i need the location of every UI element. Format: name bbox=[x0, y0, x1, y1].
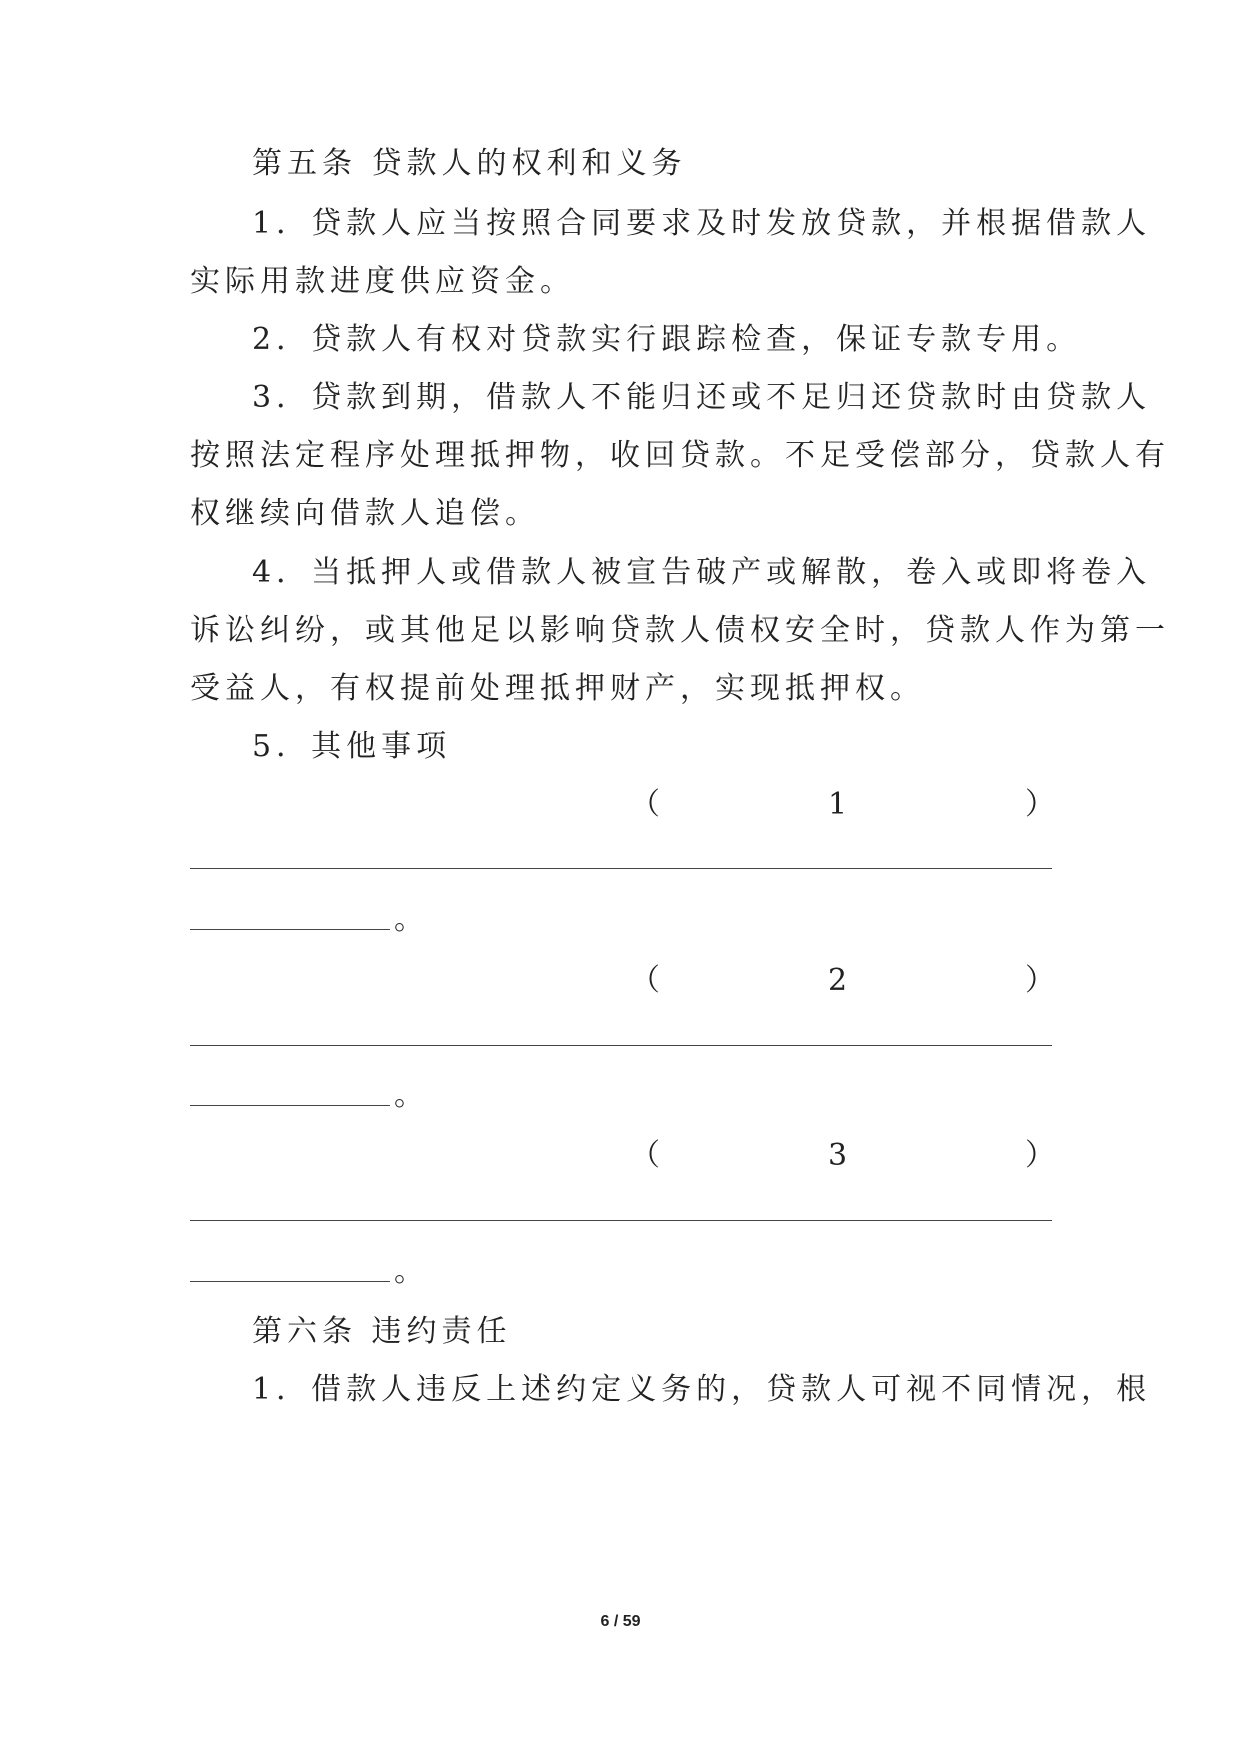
other-item-2-open-paren: （ bbox=[630, 963, 660, 998]
other-item-2-close-paren: ） bbox=[1025, 963, 1055, 998]
other-item-2-short-blank bbox=[190, 1105, 390, 1106]
other-item-3-number: 3 bbox=[828, 1138, 848, 1173]
other-item-3-open-paren: （ bbox=[630, 1138, 660, 1173]
article-5-item-3-line-1: 3．贷款到期，借款人不能归还或不足归还贷款时由贷款人 bbox=[252, 380, 1152, 415]
other-item-1-blank-line bbox=[190, 868, 1052, 869]
article-5-item-1-line-2: 实际用款进度供应资金。 bbox=[190, 264, 575, 299]
other-item-3-blank-line bbox=[190, 1220, 1052, 1221]
article-5-item-2-line-1: 2．贷款人有权对贷款实行跟踪检查，保证专款专用。 bbox=[252, 322, 1082, 357]
article-5-item-4-line-2: 诉讼纠纷，或其他足以影响贷款人债权安全时，贷款人作为第一 bbox=[190, 613, 1170, 648]
other-item-3-blank-end bbox=[190, 1252, 424, 1292]
article-5-item-1-line-1: 1．贷款人应当按照合同要求及时发放贷款，并根据借款人 bbox=[252, 206, 1152, 241]
other-item-3-label bbox=[630, 1136, 1055, 1176]
page-number: 6 / 59 bbox=[600, 1613, 641, 1630]
other-item-1-open-paren: （ bbox=[630, 787, 660, 822]
other-item-1-short-blank bbox=[190, 929, 390, 930]
other-item-3-short-blank bbox=[190, 1281, 390, 1282]
article-6-heading: 第六条 违约责任 bbox=[252, 1314, 512, 1349]
other-item-1-period: 。 bbox=[394, 902, 424, 937]
other-item-2-blank-end bbox=[190, 1076, 424, 1116]
other-item-1-close-paren: ） bbox=[1025, 787, 1055, 822]
article-5-item-3-line-3: 权继续向借款人追偿。 bbox=[190, 496, 540, 531]
article-5-item-5-line-1: 5．其他事项 bbox=[252, 729, 452, 764]
other-item-2-number: 2 bbox=[828, 963, 848, 998]
other-item-3-close-paren: ） bbox=[1025, 1138, 1055, 1173]
article-5-item-4-line-3: 受益人，有权提前处理抵押财产，实现抵押权。 bbox=[190, 671, 925, 706]
article-6-item-1-line-1: 1．借款人违反上述约定义务的，贷款人可视不同情况，根 bbox=[252, 1372, 1152, 1407]
other-item-2-blank-line bbox=[190, 1045, 1052, 1046]
other-item-1-label bbox=[630, 785, 1055, 825]
other-item-3-period: 。 bbox=[394, 1254, 424, 1289]
article-5-item-4-line-1: 4．当抵押人或借款人被宣告破产或解散，卷入或即将卷入 bbox=[252, 555, 1152, 590]
article-5-heading: 第五条 贷款人的权利和义务 bbox=[252, 146, 687, 181]
other-item-2-label bbox=[630, 961, 1055, 1001]
other-item-2-period: 。 bbox=[394, 1078, 424, 1113]
article-5-item-3-line-2: 按照法定程序处理抵押物，收回贷款。不足受偿部分，贷款人有 bbox=[190, 438, 1170, 473]
other-item-1-number: 1 bbox=[828, 787, 848, 822]
other-item-1-blank-end bbox=[190, 900, 424, 940]
